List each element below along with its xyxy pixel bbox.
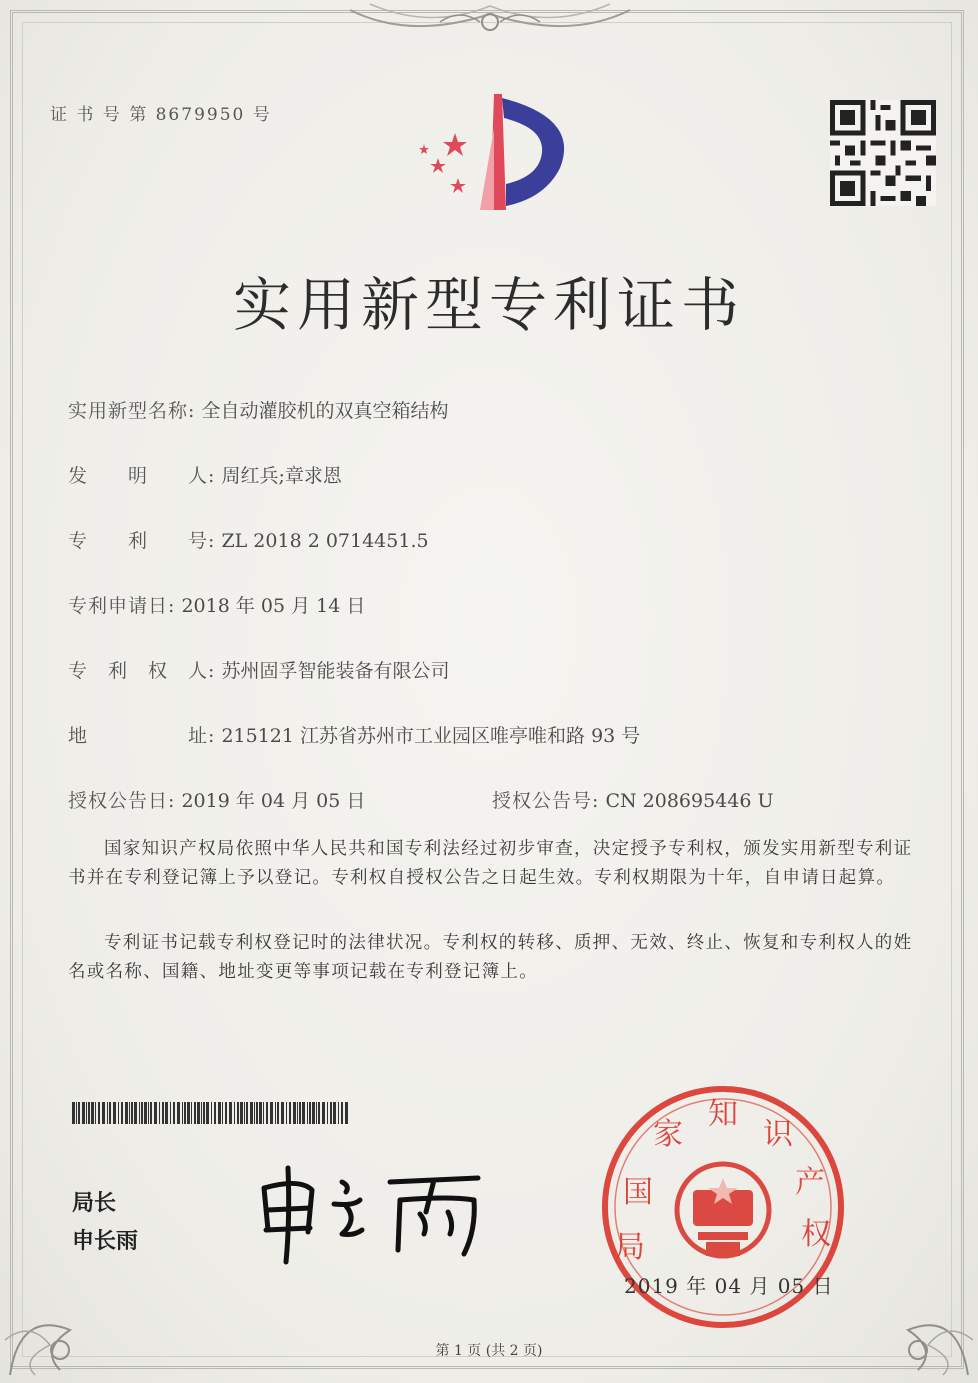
field-label: 授权公告日: [68, 790, 176, 812]
field-value: 周红兵;章求恩 [221, 465, 342, 487]
top-ornament [330, 0, 650, 44]
seal-date: 2019 年 04 月 05 日 [624, 1274, 834, 1298]
seal-char: 家 [653, 1117, 683, 1152]
bottom-right-ornament [850, 1250, 978, 1383]
field-value: 215121 江苏省苏州市工业园区唯亭唯和路 93 号 [221, 725, 641, 747]
field-label: 专 利 权 人: [68, 660, 216, 682]
field-value: 苏州固孚智能装备有限公司 [221, 660, 450, 682]
barcode [72, 1102, 352, 1124]
director-title: 局长 [72, 1191, 117, 1216]
certificate-title: 实用新型专利证书 [232, 271, 745, 339]
seal-char: 产 [795, 1165, 825, 1200]
bottom-left-ornament [0, 1250, 130, 1383]
field-label: 发 明 人: [68, 465, 216, 487]
page-number: 第 1 页 (共 2 页) [435, 1343, 543, 1359]
body-paragraph-2: 专利证书记载专利权登记时的法律状况。专利权的转移、质押、无效、终止、恢复和专利权人的姓名或名称、国籍、地址变更等事项记载在专利登记簿上。 [68, 933, 913, 982]
certificate-number: 证 书 号 第 8679950 号 [50, 105, 272, 125]
field-value: 2019 年 04 月 05 日 [181, 790, 366, 812]
seal-char: 局 [615, 1230, 645, 1265]
field-value: 全自动灌胶机的双真空箱结构 [201, 400, 449, 422]
cnipa-logo [410, 88, 590, 218]
qr-code [830, 100, 936, 206]
field-label: 专利申请日: [68, 595, 176, 617]
field-label: 地 址: [68, 725, 216, 747]
field-filing-date [68, 591, 365, 618]
field-utility-model-name [68, 396, 448, 423]
field-patentee [68, 656, 449, 683]
seal-char: 识 [763, 1117, 793, 1152]
field-label: 授权公告号: [492, 790, 600, 812]
field-grant-number [492, 786, 774, 813]
seal-char: 知 [708, 1097, 738, 1132]
field-grant-date [68, 786, 365, 813]
field-label: 专 利 号: [68, 530, 216, 552]
field-inventor [68, 461, 342, 488]
director-name: 申长雨 [72, 1229, 139, 1254]
field-value: 2018 年 05 月 14 日 [181, 595, 366, 617]
field-value: ZL 2018 2 0714451.5 [221, 530, 429, 552]
field-patent-number [68, 526, 429, 553]
seal-char: 权 [801, 1217, 831, 1252]
director-signature [250, 1160, 500, 1270]
body-paragraph-1: 国家知识产权局依照中华人民共和国专利法经过初步审查，决定授予专利权，颁发实用新型专利证书并在专利登记簿上予以登记。专利权自授权公告之日起生效。专利权期限为十年，自申请日起算。 [68, 839, 913, 888]
field-address [68, 721, 640, 748]
seal-char: 国 [623, 1175, 653, 1210]
field-value: CN 208695446 U [605, 790, 774, 812]
field-label: 实用新型名称: [68, 400, 196, 422]
